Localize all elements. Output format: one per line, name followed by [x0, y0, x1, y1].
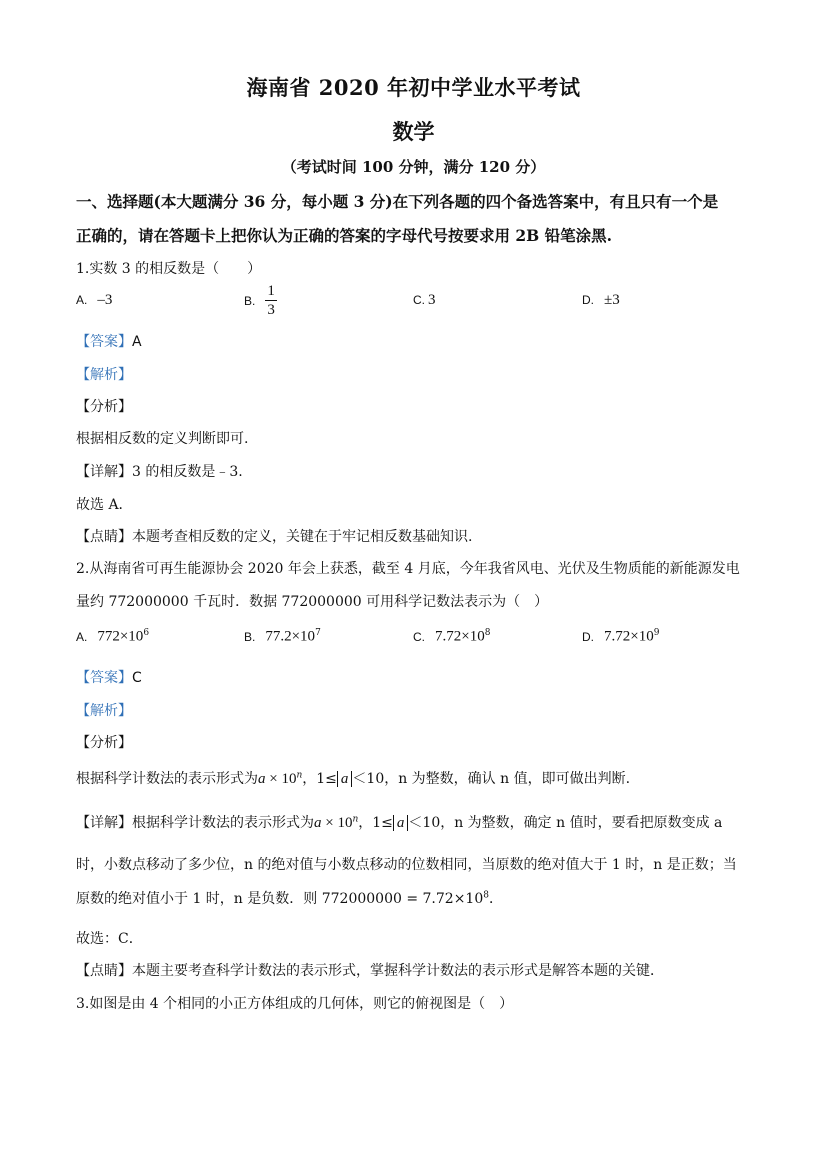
q2-detail-post: ＜10，n 为整数，确定 n 值时，要看把原数变成 a — [408, 815, 723, 831]
q1-option-b-label: B. — [244, 293, 256, 308]
q1-option-c-value: 3 — [428, 292, 436, 308]
exam-meta: （考试时间 100 分钟，满分 120 分） — [281, 158, 546, 176]
q1-detail: 【详解】3 的相反数是﹣3. — [76, 464, 243, 480]
q1-answer-tag: 【答案】 — [76, 334, 132, 350]
q1-option-d-label: D. — [582, 293, 594, 307]
q2-choose: 故选：C． — [76, 931, 143, 947]
q1-option-c-label: C. — [413, 293, 425, 307]
q2-fenxi-post: ＜10，n 为整数，确认 n 值，即可做出判断. — [352, 771, 631, 787]
q1-option-a-label: A. — [76, 293, 88, 307]
q2-option-b-exponent: 7 — [315, 628, 321, 638]
q2-option-a-label: A. — [76, 629, 88, 644]
q2-stem-line2: 量约 772000000 千瓦时．数据 772000000 可用科学记数法表示为（ ） — [76, 594, 549, 610]
q2-fenxi-abs: a — [337, 771, 353, 787]
q1-option-c — [413, 292, 436, 309]
q1-option-a — [76, 292, 112, 309]
section-instructions-line2: 正确的，请在答题卡上把你认为正确的答案的字母代号按要求用 2B 铅笔涂黑. — [76, 226, 613, 245]
q2-option-d — [582, 628, 659, 646]
q2-detail-line3 — [76, 888, 752, 908]
q1-comment: 【点睛】本题考查相反数的定义，关键在于牢记相反数基础知识. — [76, 529, 473, 545]
q2-comment: 【点睛】本题主要考查科学计数法的表示形式，掌握科学计数法的表示形式是解答本题的关键． — [76, 963, 664, 979]
q2-fenxi-times: × 10 — [265, 771, 297, 787]
q2-detail-line1 — [76, 812, 752, 832]
q1-option-d-value: ±3 — [604, 292, 620, 308]
exam-title: 海南省 2020 年初中学业水平考试 — [246, 75, 581, 100]
q3-stem: 3.如图是由 4 个相同的小正方体组成的几何体，则它的俯视图是（ ） — [76, 996, 514, 1012]
q2-detail-line3-pre: 原数的绝对值小于 1 时，n 是负数．则 772000000 = 7.72×10 — [76, 891, 484, 907]
q2-fenxi-pre: 根据科学计数法的表示形式为 — [76, 771, 258, 787]
q1-option-b-denominator: 3 — [267, 302, 275, 318]
q1-fenxi-text: 根据相反数的定义判断即可. — [76, 431, 249, 447]
q1-answer-value: A — [132, 334, 142, 350]
q2-analysis-tag: 【解析】 — [76, 703, 132, 719]
q2-option-d-exponent: 9 — [653, 628, 660, 638]
q2-detail-a: a — [314, 815, 322, 831]
q1-stem: 1.实数 3 的相反数是（ ） — [76, 261, 262, 277]
q2-answer-tag: 【答案】 — [76, 670, 132, 686]
section-instructions-line1: 一、选择题(本大题满分 36 分，每小题 3 分)在下列各题的四个备选答案中，有且只有一个是 — [76, 192, 719, 211]
q2-detail-abs: a — [393, 815, 409, 831]
q2-detail-line3-post: ． — [488, 891, 503, 907]
q2-option-d-label: D. — [582, 629, 594, 644]
q2-detail-n: n — [352, 814, 359, 825]
q1-option-a-value: –3 — [97, 292, 113, 308]
q2-detail-times: × 10 — [321, 815, 353, 831]
q1-option-b-fraction — [265, 282, 277, 319]
q1-option-b-numerator: 1 — [267, 283, 275, 299]
q2-fenxi-tag: 【分析】 — [76, 735, 132, 751]
q2-option-c-base: 7.72×10 — [435, 628, 485, 645]
q2-option-a-base: 772×10 — [97, 628, 144, 645]
q2-fenxi-n: n — [296, 770, 303, 781]
q2-answer-value: C — [132, 670, 142, 686]
q2-option-a-exponent: 6 — [143, 628, 150, 638]
q2-option-c — [413, 628, 490, 646]
q2-detail-line3-exponent: 8 — [483, 890, 489, 901]
q2-answer — [76, 667, 752, 687]
q2-detail-mid: ，1≤ — [358, 815, 393, 831]
q2-option-c-exponent: 8 — [484, 628, 491, 638]
q2-detail-line2: 时，小数点移动了多少位，n 的绝对值与小数点移动的位数相同，当原数的绝对值大于 1 时，n 是正数；当 — [76, 857, 737, 873]
q2-option-a — [76, 628, 149, 646]
exam-subject: 数学 — [392, 119, 435, 144]
q1-option-d — [582, 292, 620, 309]
q2-option-c-label: C. — [413, 629, 425, 644]
q1-choose: 故选 A． — [76, 497, 133, 513]
q2-stem-line1: 2.从海南省可再生能源协会 2020 年会上获悉，截至 4 月底，今年我省风电、光伏及生物质能的新能源发电 — [76, 561, 740, 577]
q1-option-b — [244, 282, 277, 319]
q1-answer — [76, 331, 752, 351]
q2-fenxi-mid: ，1≤ — [302, 771, 337, 787]
q2-option-b — [244, 628, 321, 646]
q2-fenxi-a: a — [258, 771, 266, 787]
q2-option-b-label: B. — [244, 629, 256, 644]
q1-fenxi-tag: 【分析】 — [76, 399, 132, 415]
q2-option-d-base: 7.72×10 — [604, 628, 654, 645]
q2-fenxi-text — [76, 768, 752, 788]
q2-option-b-base: 77.2×10 — [265, 628, 316, 645]
q1-analysis-tag: 【解析】 — [76, 367, 132, 383]
q2-detail-pre: 【详解】根据科学计数法的表示形式为 — [76, 815, 314, 831]
